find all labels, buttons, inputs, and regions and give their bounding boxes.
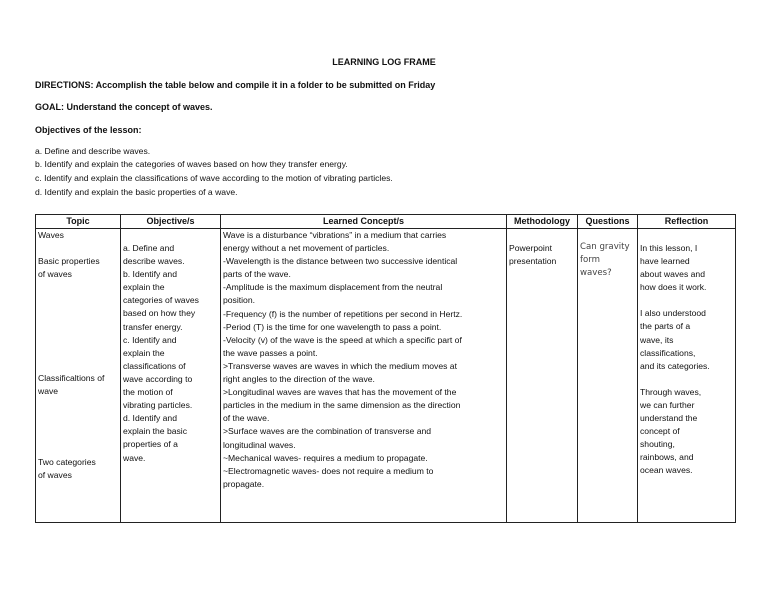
table-row bbox=[36, 229, 736, 523]
learning-log-table bbox=[35, 214, 736, 523]
methodology-text: Powerpoint presentation bbox=[509, 243, 557, 267]
methodology-cell bbox=[507, 229, 578, 523]
topic-categories: Two categories of waves bbox=[38, 457, 96, 481]
reflection-text: Through waves, we can further understand the concept of shouting, rainbows, and ocean waves. bbox=[640, 386, 702, 476]
learned-concepts-cell bbox=[221, 229, 507, 523]
reflection-cell bbox=[638, 229, 736, 523]
topic-classifications: Classificaltions of wave bbox=[38, 373, 105, 397]
table-header-row bbox=[36, 215, 736, 229]
question-text: Can gravity form waves? bbox=[580, 242, 630, 279]
page-title: LEARNING LOG FRAME bbox=[332, 57, 436, 67]
topic-basic-properties: Basic properties of waves bbox=[38, 256, 100, 280]
objective-item: b. Identify and explain the categories of waves based on how they transfer energy. bbox=[35, 159, 348, 169]
reflection-text: I also understood the parts of a wave, its classifications, and its categories. bbox=[640, 308, 710, 371]
objective-item: a. Define and describe waves. bbox=[35, 146, 151, 156]
header-methodology: Methodology bbox=[507, 215, 578, 229]
directions-text: DIRECTIONS: Accomplish the table below and compile it in a folder to be submitted on Friday bbox=[35, 80, 436, 90]
header-learned-concepts: Learned Concept/s bbox=[221, 215, 507, 229]
objective-item: c. Identify and explain the classifications of wave according to the motion of vibrating particles. bbox=[35, 173, 393, 183]
learned-concepts-text: Wave is a disturbance “vibrations” in a medium that carries energy without a net movement of particles. -Wavelength is the distance between two successive identical parts of the wave. -Amplitude is the maximum displacement from the neutral position. -Frequency (f) is the number of repetitions per second in Hertz. -Period (T) is the time for one wavelength to pass a point. -Velocity (v) of the wave is the speed at which a specific part of the wave passes a point. >Transverse waves are waves in which the medium moves at right angles to the direction of the wave. >Longitudinal waves are waves that has the movement of the particles in the medium in the same dimension as the direction of the wave. >Surface waves are the combination of transverse and longitudinal waves. ~Mechanical waves- requires a medium to propagate. ~Electromagnetic waves- does not require a medium to propagate. bbox=[223, 230, 463, 489]
questions-cell bbox=[578, 229, 638, 523]
header-objectives: Objective/s bbox=[121, 215, 221, 229]
objective-item: d. Identify and explain the basic properties of a wave. bbox=[35, 187, 238, 197]
objectives-cell bbox=[121, 229, 221, 523]
reflection-text: In this lesson, I have learned about waves and how does it work. bbox=[640, 243, 707, 293]
objectives-heading: Objectives of the lesson: bbox=[35, 125, 142, 135]
header-reflection: Reflection bbox=[638, 215, 736, 229]
goal-text: GOAL: Understand the concept of waves. bbox=[35, 102, 213, 112]
topic-cell bbox=[36, 229, 121, 523]
topic-waves: Waves bbox=[38, 230, 64, 240]
objectives-text: a. Define and describe waves. b. Identify and explain the categories of waves based on how they transfer energy. c. Identify and explain the classifications of wave according to the motion of vibrating particles. d. Identify and explain the basic properties of a wave. bbox=[123, 243, 199, 463]
header-questions: Questions bbox=[578, 215, 638, 229]
header-topic: Topic bbox=[36, 215, 121, 229]
